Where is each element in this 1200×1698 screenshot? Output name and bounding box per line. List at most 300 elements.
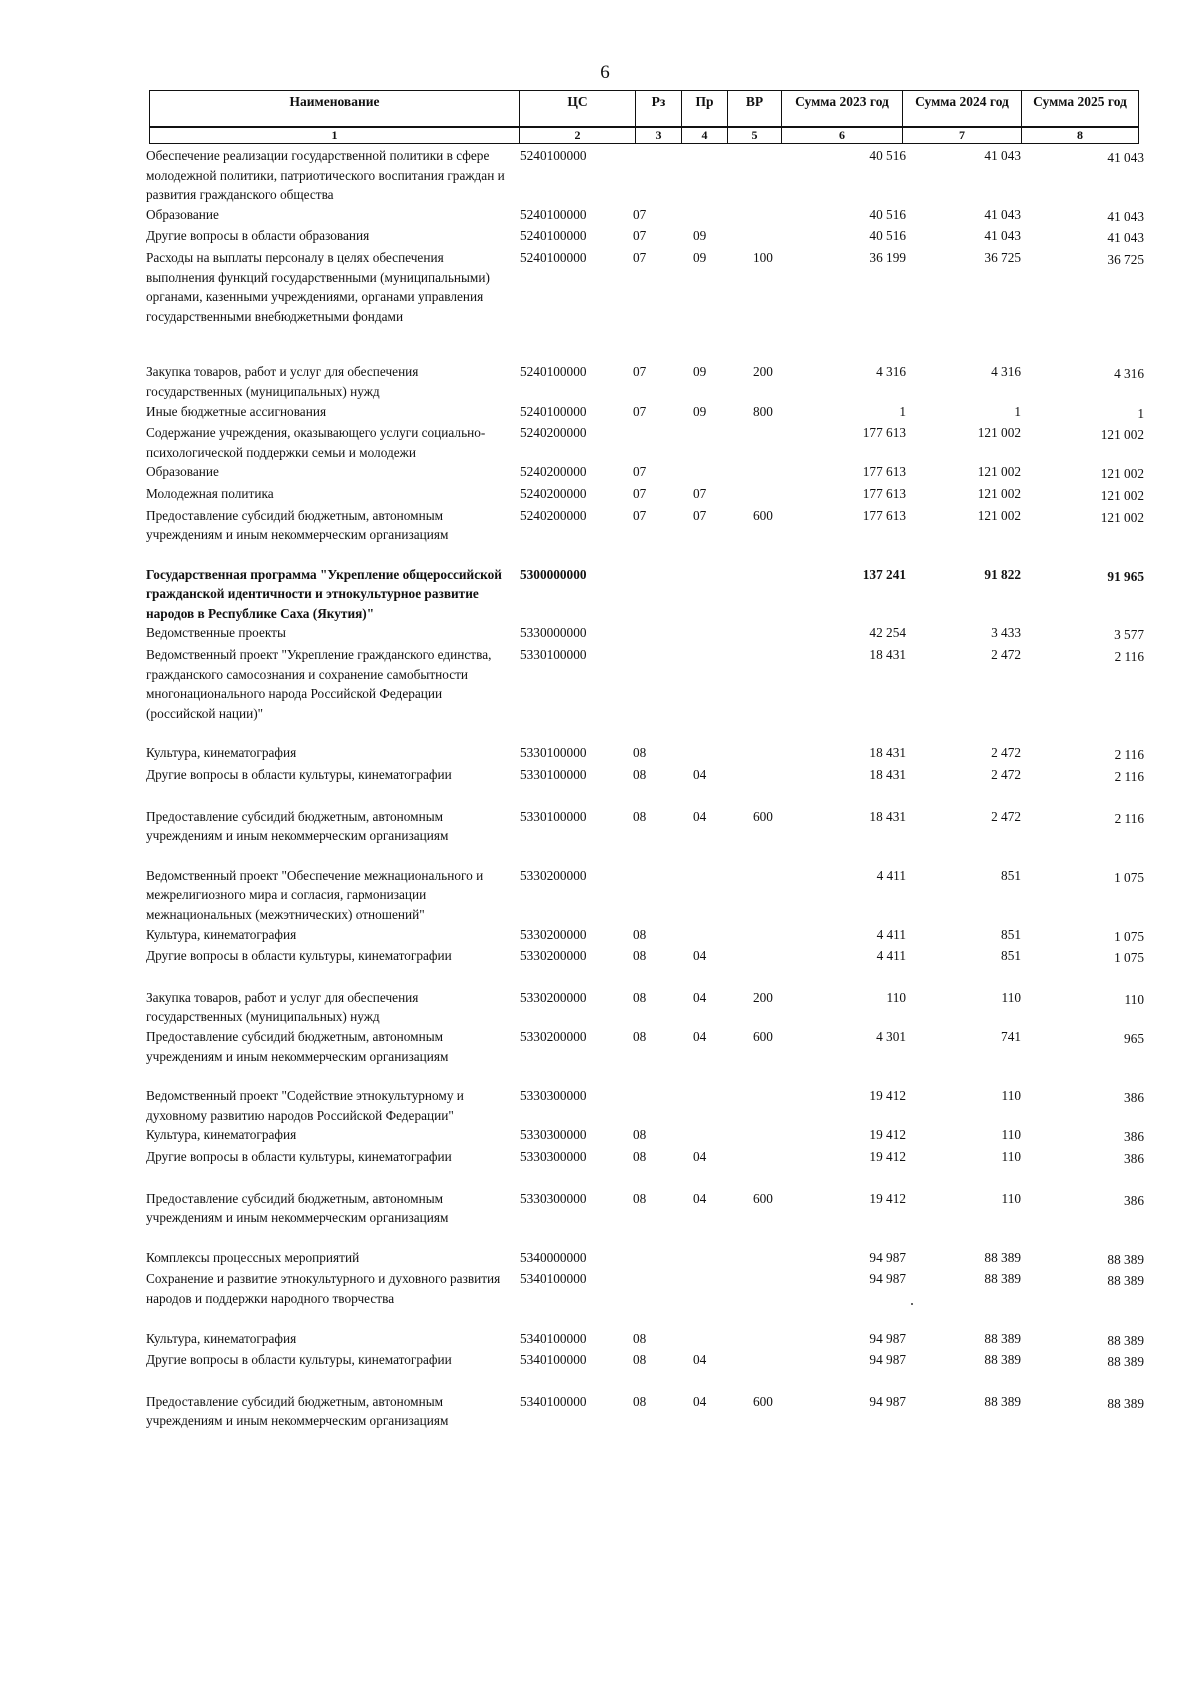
- cell-pr: 04: [693, 1028, 707, 1044]
- cell-value: 88 389: [1107, 1251, 1144, 1267]
- cell-rz: 08: [633, 767, 647, 783]
- cell-vr: [745, 484, 811, 506]
- cell-vr: [745, 146, 811, 205]
- cell-s3: [1025, 1189, 1148, 1228]
- cell-value: 965: [1124, 1030, 1144, 1046]
- table-row: [146, 866, 1148, 925]
- cell-cs: 5240100000: [520, 206, 587, 222]
- cell-s1: 40 516: [869, 148, 906, 163]
- spacer-cell: [146, 968, 1148, 988]
- cell-s2: 88 389: [984, 1393, 1021, 1409]
- header-cs: ЦС: [520, 91, 636, 128]
- cell-name: Предоставление субсидий бюджетным, автономным учреждениям и иным некоммерческим организациям: [146, 507, 449, 543]
- cell-rz: [627, 146, 681, 205]
- cell-s1: 19 412: [869, 1127, 906, 1143]
- cell-s2: 121 002: [977, 507, 1021, 523]
- cell-s1: 4 301: [876, 1028, 906, 1044]
- cell-s2: 2 472: [991, 647, 1021, 663]
- cell-s3: [1025, 1269, 1148, 1308]
- table-row: [146, 1392, 1148, 1431]
- cell-s3: [1025, 462, 1148, 484]
- cell-rz: 08: [633, 745, 647, 761]
- row-spacer: [146, 1066, 1148, 1086]
- cell-name: Сохранение и развитие этнокультурного и духовного развития народов и поддержки народного творчества: [146, 1271, 501, 1306]
- cell-s3: [1025, 565, 1148, 624]
- cell-s3: [1025, 362, 1148, 401]
- cell-s3: [1025, 506, 1148, 545]
- cell-s2: 88 389: [984, 1271, 1021, 1287]
- cell-s1: 137 241: [862, 566, 906, 582]
- cell-rz: 07: [633, 464, 647, 480]
- cell-value: 1 075: [1114, 950, 1144, 966]
- cell-value: 41 043: [1107, 150, 1144, 165]
- cell-s2: 4 316: [991, 364, 1021, 380]
- cell-s1: 4 411: [876, 867, 906, 883]
- cell-vr: [745, 925, 811, 947]
- cell-s3: [1025, 1248, 1148, 1270]
- cell-value: 4 316: [1114, 366, 1144, 382]
- cell-cs: 5300000000: [520, 566, 587, 582]
- table-row: [146, 946, 1148, 968]
- cell-pr: 04: [693, 1352, 707, 1368]
- scan-dot: [911, 1303, 913, 1305]
- cell-rz: [627, 423, 681, 462]
- cell-pr: 09: [693, 249, 707, 265]
- cell-vr: [745, 1125, 811, 1147]
- table-row: [146, 402, 1148, 424]
- cell-rz: 08: [633, 1148, 647, 1164]
- cell-s2: 110: [1001, 1148, 1021, 1164]
- cell-cs: 5330200000: [520, 867, 587, 883]
- cell-rz: 08: [633, 1190, 647, 1206]
- cell-s1: 40 516: [869, 228, 906, 244]
- cell-s2: 1: [1014, 403, 1021, 419]
- cell-pr: [681, 1125, 745, 1147]
- cell-s3: [1025, 423, 1148, 462]
- cell-name: Государственная программа "Укрепление общероссийской гражданской идентичности и этнокультурное развитие народов в Республике Саха (Якутия)": [146, 566, 502, 621]
- cell-pr: 04: [693, 1190, 707, 1206]
- cell-s2: 110: [1001, 1127, 1021, 1143]
- table-row: [146, 484, 1148, 506]
- row-spacer: [146, 787, 1148, 807]
- cell-pr: [681, 1329, 745, 1351]
- cell-name: Ведомственные проекты: [146, 625, 286, 641]
- cell-value: 121 002: [1100, 466, 1144, 482]
- cell-value: 88 389: [1107, 1273, 1144, 1289]
- cell-cs: 5330100000: [520, 647, 587, 663]
- table-row: [146, 248, 1148, 326]
- table-row: [146, 565, 1148, 624]
- cell-name: Предоставление субсидий бюджетным, автономным учреждениям и иным некоммерческим организациям: [146, 808, 449, 844]
- cell-name: Предоставление субсидий бюджетным, автономным учреждениям и иным некоммерческим организациям: [146, 1028, 449, 1064]
- cell-s2: 851: [1001, 948, 1021, 964]
- cell-pr: [681, 623, 745, 645]
- cell-cs: 5240200000: [520, 464, 587, 480]
- cell-s1: 177 613: [862, 425, 906, 441]
- cell-vr: [745, 462, 811, 484]
- cell-vr: 600: [753, 1028, 773, 1044]
- cell-pr: [681, 423, 745, 462]
- table-row: [146, 925, 1148, 947]
- cell-name: Молодежная политика: [146, 485, 274, 501]
- cell-value: 2 116: [1114, 747, 1144, 763]
- cell-s1: 18 431: [869, 767, 906, 783]
- spacer-cell: [146, 1169, 1148, 1189]
- cell-cs: 5330100000: [520, 745, 587, 761]
- cell-s2: 110: [1001, 1190, 1021, 1206]
- cell-s3: [1025, 946, 1148, 968]
- cell-s2: 741: [1001, 1028, 1021, 1044]
- cell-s2: 88 389: [984, 1330, 1021, 1346]
- cell-name: Образование: [146, 464, 219, 480]
- cell-s3: [1025, 402, 1148, 424]
- cell-value: 110: [1124, 991, 1144, 1007]
- table-row: [146, 1125, 1148, 1147]
- cell-s3: [1025, 645, 1148, 723]
- cell-s2: 3 433: [991, 625, 1021, 641]
- cell-vr: 600: [753, 808, 773, 824]
- cell-cs: 5340100000: [520, 1393, 587, 1409]
- row-spacer: [146, 1372, 1148, 1392]
- cell-pr: [681, 1086, 745, 1125]
- cell-value: 386: [1124, 1192, 1144, 1208]
- cell-vr: [745, 623, 811, 645]
- cell-rz: 07: [633, 206, 647, 222]
- cell-s1: 42 254: [869, 625, 906, 641]
- header-vr: ВР: [728, 91, 782, 128]
- cell-s3: [1025, 226, 1148, 248]
- cell-cs: 5330100000: [520, 767, 587, 783]
- table-header: [149, 90, 1139, 144]
- cell-rz: 08: [633, 948, 647, 964]
- cell-s3: [1025, 205, 1148, 227]
- cell-vr: 600: [753, 1190, 773, 1206]
- cell-cs: 5240200000: [520, 485, 587, 501]
- table-row: [146, 226, 1148, 248]
- cell-cs: 5340100000: [520, 1352, 587, 1368]
- cell-s3: [1025, 925, 1148, 947]
- page-number: 6: [600, 62, 610, 83]
- table-row: [146, 988, 1148, 1027]
- cell-s1: 94 987: [869, 1352, 906, 1368]
- cell-s2: 121 002: [977, 464, 1021, 480]
- cell-s1: 19 412: [869, 1088, 906, 1104]
- cell-cs: 5240100000: [520, 148, 587, 163]
- cell-vr: 600: [753, 1393, 773, 1409]
- cell-s2: 91 822: [984, 566, 1021, 582]
- cell-rz: 08: [633, 1028, 647, 1044]
- cell-rz: 08: [633, 1393, 647, 1409]
- table-row: [146, 205, 1148, 227]
- cell-name: Культура, кинематография: [146, 1127, 297, 1143]
- cell-s2: 110: [1001, 989, 1021, 1005]
- row-spacer: [146, 968, 1148, 988]
- cell-s1: 18 431: [869, 745, 906, 761]
- cell-rz: 08: [633, 1127, 647, 1143]
- cell-name: Предоставление субсидий бюджетным, автономным учреждениям и иным некоммерческим организациям: [146, 1190, 449, 1226]
- cell-cs: 5240200000: [520, 507, 587, 523]
- cell-s1: 18 431: [869, 808, 906, 824]
- header-sum-2023: Сумма 2023 год: [782, 91, 903, 128]
- cell-vr: [745, 1350, 811, 1372]
- cell-rz: 07: [633, 507, 647, 523]
- cell-s2: 41 043: [984, 206, 1021, 222]
- cell-value: 121 002: [1100, 427, 1144, 443]
- table-row: [146, 362, 1148, 401]
- cell-s1: 110: [886, 989, 906, 1005]
- cell-name: Обеспечение реализации государственной политики в сфере молодежной политики, патриотического воспитания граждан и развития гражданского общества: [146, 148, 505, 203]
- cell-pr: [681, 743, 745, 765]
- cell-value: 386: [1124, 1090, 1144, 1106]
- table-row: [146, 623, 1148, 645]
- cell-value: 2 116: [1114, 649, 1144, 665]
- cell-s1: 177 613: [862, 507, 906, 523]
- table-row: [146, 743, 1148, 765]
- cell-s1: 94 987: [869, 1249, 906, 1265]
- spacer-cell: [146, 1228, 1148, 1248]
- cell-pr: 07: [693, 485, 707, 501]
- cell-rz: [627, 1086, 681, 1125]
- table-row: [146, 1248, 1148, 1270]
- table-row: [146, 765, 1148, 787]
- cell-rz: 07: [633, 228, 647, 244]
- cell-s2: 121 002: [977, 425, 1021, 441]
- cell-rz: 07: [633, 364, 647, 380]
- cell-rz: 07: [633, 485, 647, 501]
- cell-value: 41 043: [1107, 208, 1144, 224]
- cell-pr: 07: [693, 507, 707, 523]
- cell-cs: 5240100000: [520, 364, 587, 380]
- spacer-cell: [146, 787, 1148, 807]
- cell-s3: [1025, 1392, 1148, 1431]
- cell-vr: [745, 226, 811, 248]
- cell-s1: 4 411: [876, 926, 906, 942]
- cell-name: Другие вопросы в области культуры, кинематографии: [146, 948, 452, 964]
- table-row: [146, 1189, 1148, 1228]
- cell-rz: [627, 1269, 681, 1308]
- cell-rz: 08: [633, 989, 647, 1005]
- cell-pr: [681, 462, 745, 484]
- cell-value: 36 725: [1107, 251, 1144, 267]
- cell-pr: [681, 146, 745, 205]
- cell-name: Комплексы процессных мероприятий: [146, 1249, 360, 1265]
- cell-s3: [1025, 484, 1148, 506]
- cell-value: 3 577: [1114, 627, 1144, 643]
- cell-rz: 08: [633, 926, 647, 942]
- cell-pr: 09: [693, 364, 707, 380]
- col-number: 6: [782, 127, 903, 144]
- cell-cs: 5240100000: [520, 249, 587, 265]
- cell-s3: [1025, 248, 1148, 326]
- cell-s1: 177 613: [862, 485, 906, 501]
- cell-vr: 200: [753, 364, 773, 380]
- cell-vr: [745, 1147, 811, 1169]
- cell-s2: 2 472: [991, 745, 1021, 761]
- header-name: Наименование: [150, 91, 520, 128]
- cell-vr: [745, 765, 811, 787]
- cell-name: Культура, кинематография: [146, 1330, 297, 1346]
- cell-vr: [745, 1269, 811, 1308]
- cell-cs: 5330200000: [520, 948, 587, 964]
- cell-pr: 04: [693, 767, 707, 783]
- cell-vr: 200: [753, 989, 773, 1005]
- table-row: [146, 1086, 1148, 1125]
- spacer-cell: [146, 723, 1148, 743]
- cell-s2: 41 043: [984, 148, 1021, 163]
- cell-vr: [745, 866, 811, 925]
- cell-pr: 09: [693, 403, 707, 419]
- cell-s3: [1025, 866, 1148, 925]
- table-row: [146, 506, 1148, 545]
- col-number: 3: [636, 127, 682, 144]
- cell-s3: [1025, 1027, 1148, 1066]
- cell-vr: [745, 645, 811, 723]
- table-row: [146, 462, 1148, 484]
- cell-name: Иные бюджетные ассигнования: [146, 403, 327, 419]
- cell-pr: 04: [693, 989, 707, 1005]
- cell-value: 2 116: [1114, 810, 1144, 826]
- cell-value: 121 002: [1100, 509, 1144, 525]
- cell-cs: 5330200000: [520, 926, 587, 942]
- cell-pr: [681, 645, 745, 723]
- spacer-cell: [146, 1309, 1148, 1329]
- cell-value: 91 965: [1107, 568, 1144, 584]
- cell-rz: [627, 1248, 681, 1270]
- cell-vr: 800: [753, 403, 773, 419]
- cell-s3: [1025, 1086, 1148, 1125]
- col-number: 1: [150, 127, 520, 144]
- cell-s3: [1025, 765, 1148, 787]
- cell-vr: [745, 1086, 811, 1125]
- cell-rz: [627, 866, 681, 925]
- header-sum-2024: Сумма 2024 год: [903, 91, 1022, 128]
- cell-s3: [1025, 1147, 1148, 1169]
- cell-rz: [627, 645, 681, 723]
- cell-cs: 5330300000: [520, 1148, 587, 1164]
- table-row: [146, 146, 1148, 205]
- cell-s1: 18 431: [869, 647, 906, 663]
- cell-rz: 07: [633, 403, 647, 419]
- cell-name: Культура, кинематография: [146, 745, 297, 761]
- cell-s2: 851: [1001, 926, 1021, 942]
- cell-s3: [1025, 1350, 1148, 1372]
- col-number: 7: [903, 127, 1022, 144]
- cell-rz: [627, 623, 681, 645]
- row-spacer: [146, 1309, 1148, 1329]
- cell-s3: [1025, 146, 1148, 205]
- table-row: [146, 423, 1148, 462]
- cell-value: 1 075: [1114, 869, 1144, 885]
- cell-cs: 5330100000: [520, 808, 587, 824]
- row-spacer: [146, 1169, 1148, 1189]
- cell-cs: 5330300000: [520, 1088, 587, 1104]
- cell-s1: 40 516: [869, 206, 906, 222]
- cell-vr: [745, 423, 811, 462]
- cell-s1: 94 987: [869, 1393, 906, 1409]
- cell-name: Закупка товаров, работ и услуг для обеспечения государственных (муниципальных) нужд: [146, 364, 419, 399]
- cell-s1: 177 613: [862, 464, 906, 480]
- budget-table-body: [146, 146, 1148, 1431]
- cell-rz: [627, 565, 681, 624]
- row-spacer: [146, 846, 1148, 866]
- cell-rz: 08: [633, 1330, 647, 1346]
- header-rz: Рз: [636, 91, 682, 128]
- cell-pr: [681, 205, 745, 227]
- cell-vr: 100: [753, 249, 773, 265]
- cell-name: Другие вопросы в области образования: [146, 228, 370, 244]
- table-row: [146, 1350, 1148, 1372]
- cell-pr: [681, 1248, 745, 1270]
- spacer-cell: [146, 1066, 1148, 1086]
- cell-s3: [1025, 743, 1148, 765]
- cell-s1: 4 411: [876, 948, 906, 964]
- cell-s1: 94 987: [869, 1271, 906, 1287]
- cell-pr: 04: [693, 808, 707, 824]
- cell-cs: 5330200000: [520, 989, 587, 1005]
- cell-cs: 5240100000: [520, 403, 587, 419]
- cell-value: 88 389: [1107, 1332, 1144, 1348]
- cell-s2: 851: [1001, 867, 1021, 883]
- spacer-cell: [146, 846, 1148, 866]
- table-row: [146, 1027, 1148, 1066]
- table-row: [146, 1329, 1148, 1351]
- table-row: [146, 1147, 1148, 1169]
- cell-name: Ведомственный проект "Укрепление гражданского единства, гражданского самосознания и сохранение самобытности многонационального народа Российской Федерации (российской нации)": [146, 647, 492, 721]
- cell-pr: 04: [693, 1393, 707, 1409]
- col-number: 5: [728, 127, 782, 144]
- cell-pr: [681, 925, 745, 947]
- cell-s2: 2 472: [991, 767, 1021, 783]
- spacer-cell: [146, 545, 1148, 565]
- cell-s3: [1025, 1329, 1148, 1351]
- cell-rz: 08: [633, 808, 647, 824]
- cell-rz: 07: [633, 249, 647, 265]
- cell-cs: 5330000000: [520, 625, 587, 641]
- cell-vr: [745, 743, 811, 765]
- spacer-cell: [146, 1372, 1148, 1392]
- cell-name: Предоставление субсидий бюджетным, автономным учреждениям и иным некоммерческим организациям: [146, 1393, 449, 1429]
- cell-s1: 36 199: [869, 249, 906, 265]
- header-pr: Пр: [682, 91, 728, 128]
- table-row: [146, 1269, 1148, 1308]
- cell-value: 88 389: [1107, 1395, 1144, 1411]
- cell-pr: 04: [693, 1148, 707, 1164]
- cell-s1: 94 987: [869, 1330, 906, 1346]
- cell-name: Содержание учреждения, оказывающего услуги социально-психологической поддержки семьи и молодежи: [146, 425, 486, 460]
- cell-s3: [1025, 623, 1148, 645]
- cell-cs: 5330300000: [520, 1127, 587, 1143]
- col-number: 8: [1022, 127, 1139, 144]
- cell-s2: 2 472: [991, 808, 1021, 824]
- cell-name: Расходы на выплаты персоналу в целях обеспечения выполнения функций государственными (муниципальными) органами, казенными учреждениями, органами управления государственными внебюджетными фондами: [146, 249, 490, 324]
- col-number: 2: [520, 127, 636, 144]
- cell-cs: 5340100000: [520, 1330, 587, 1346]
- cell-pr: [681, 866, 745, 925]
- cell-s2: 88 389: [984, 1352, 1021, 1368]
- cell-s2: 41 043: [984, 228, 1021, 244]
- cell-s3: [1025, 1125, 1148, 1147]
- cell-value: 1: [1137, 405, 1144, 421]
- col-number: 4: [682, 127, 728, 144]
- cell-cs: 5240200000: [520, 425, 587, 441]
- row-spacer: [146, 545, 1148, 565]
- spacer-cell: [146, 326, 1148, 362]
- table-row: [146, 807, 1148, 846]
- header-sum-2025: Сумма 2025 год: [1022, 91, 1139, 128]
- cell-value: 121 002: [1100, 487, 1144, 503]
- cell-name: Культура, кинематография: [146, 926, 297, 942]
- cell-value: 386: [1124, 1129, 1144, 1145]
